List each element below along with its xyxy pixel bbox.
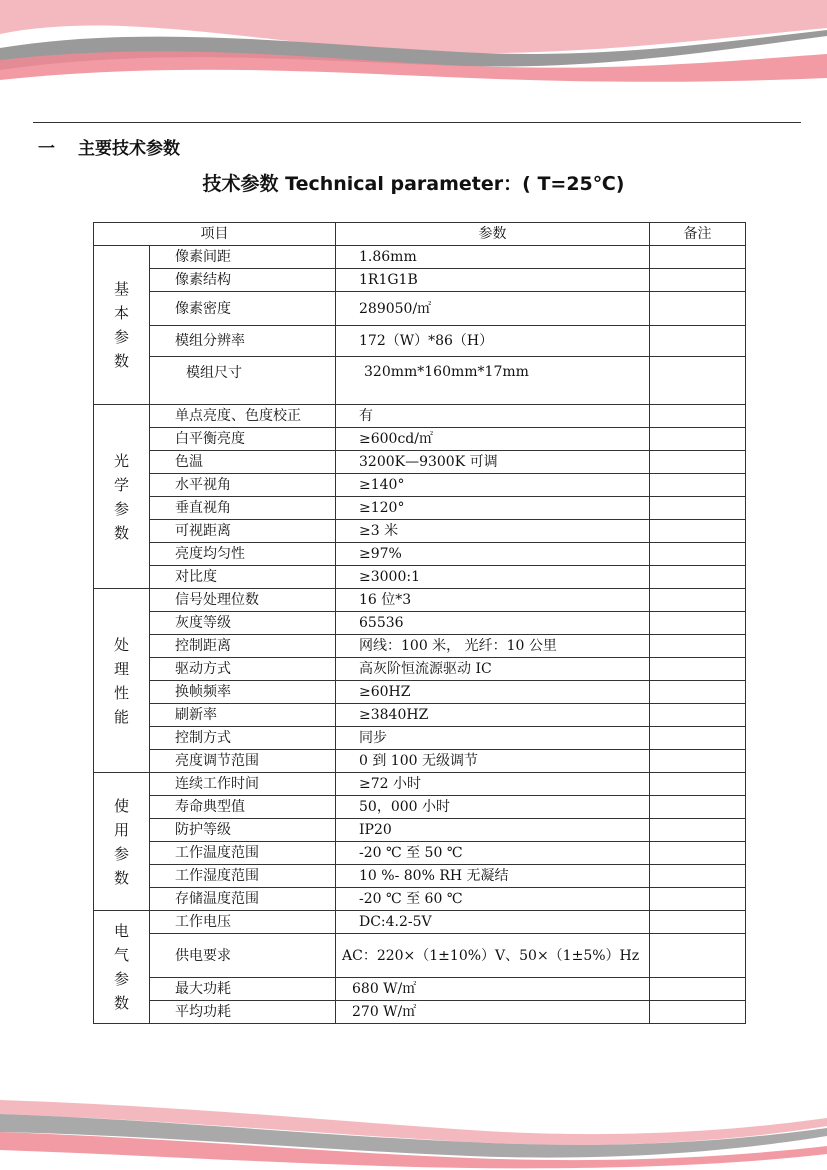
- row-note: [650, 658, 746, 681]
- row-item: 亮度均匀性: [150, 543, 336, 566]
- row-item: 灰度等级: [150, 612, 336, 635]
- group-label-basic: 基本参数: [94, 246, 150, 405]
- row-note: [650, 474, 746, 497]
- table-row: [94, 796, 746, 819]
- row-item: 像素密度: [150, 292, 336, 326]
- row-note: [650, 750, 746, 773]
- row-value: 172（W）*86（H）: [336, 326, 650, 357]
- row-note: [650, 566, 746, 589]
- header-divider: [33, 122, 801, 123]
- row-value: 289050/㎡: [336, 292, 650, 326]
- table-row: [94, 497, 746, 520]
- row-item: 模组分辨率: [150, 326, 336, 357]
- table-row: [94, 589, 746, 612]
- row-note: [650, 612, 746, 635]
- row-item: 工作温度范围: [150, 842, 336, 865]
- table-row: [94, 451, 746, 474]
- row-note: [650, 497, 746, 520]
- row-item: 亮度调节范围: [150, 750, 336, 773]
- row-value: 高灰阶恒流源驱动 IC: [336, 658, 650, 681]
- row-item: 换帧频率: [150, 681, 336, 704]
- row-note: [650, 681, 746, 704]
- row-value: -20 ℃ 至 50 ℃: [336, 842, 650, 865]
- row-value: 1R1G1B: [336, 269, 650, 292]
- table-row: [94, 566, 746, 589]
- section-heading: [38, 134, 180, 159]
- document-title: 技术参数 Technical parameter：( T=25℃): [202, 173, 625, 195]
- row-note: [650, 819, 746, 842]
- table-row: [94, 474, 746, 497]
- row-item: 寿命典型值: [150, 796, 336, 819]
- row-value: ≥3000:1: [336, 566, 650, 589]
- table-row: [94, 246, 746, 269]
- row-note: [650, 292, 746, 326]
- row-value: 同步: [336, 727, 650, 750]
- table-row: [94, 269, 746, 292]
- row-note: [650, 589, 746, 612]
- row-item: 控制方式: [150, 727, 336, 750]
- row-value: 网线：100 米， 光纤：10 公里: [336, 635, 650, 658]
- row-value: 1.86mm: [336, 246, 650, 269]
- table-row: [94, 978, 746, 1001]
- header-wave-decoration: [0, 0, 827, 95]
- row-note: [650, 543, 746, 566]
- table-row: [94, 635, 746, 658]
- row-value: IP20: [336, 819, 650, 842]
- row-value: 0 到 100 无级调节: [336, 750, 650, 773]
- row-note: [650, 773, 746, 796]
- row-note: [650, 428, 746, 451]
- row-value: 320mm*160mm*17mm: [336, 357, 650, 405]
- header-item: 项目: [94, 223, 336, 246]
- row-item: 供电要求: [150, 934, 336, 978]
- table-row: [94, 773, 746, 796]
- row-note: [650, 978, 746, 1001]
- group-label-usage: 使用参数: [94, 773, 150, 911]
- row-value: ≥600cd/㎡: [336, 428, 650, 451]
- row-note: [650, 269, 746, 292]
- row-item: 色温: [150, 451, 336, 474]
- row-value: DC:4.2-5V: [336, 911, 650, 934]
- table-row: [94, 428, 746, 451]
- table-row: [94, 520, 746, 543]
- table-row: [94, 888, 746, 911]
- table-row: [94, 612, 746, 635]
- row-value: ≥97%: [336, 543, 650, 566]
- row-value: ≥120°: [336, 497, 650, 520]
- table-row: [94, 865, 746, 888]
- row-item: 像素间距: [150, 246, 336, 269]
- section-title: 主要技术参数: [78, 139, 180, 159]
- row-item: 对比度: [150, 566, 336, 589]
- row-value: ≥3840HZ: [336, 704, 650, 727]
- group-label-electrical: 电气参数: [94, 911, 150, 1024]
- row-value: 3200K—9300K 可调: [336, 451, 650, 474]
- section-number: 一: [38, 139, 55, 159]
- table-row: [94, 326, 746, 357]
- technical-parameter-table: [93, 222, 746, 1024]
- row-note: [650, 246, 746, 269]
- row-note: [650, 796, 746, 819]
- row-item: 工作湿度范围: [150, 865, 336, 888]
- row-note: [650, 727, 746, 750]
- table-row: [94, 842, 746, 865]
- row-item: 工作电压: [150, 911, 336, 934]
- row-item: 模组尺寸: [150, 357, 336, 405]
- table-header-row: [94, 223, 746, 246]
- row-item: 防护等级: [150, 819, 336, 842]
- row-item: 控制距离: [150, 635, 336, 658]
- row-item: 最大功耗: [150, 978, 336, 1001]
- row-value: -20 ℃ 至 60 ℃: [336, 888, 650, 911]
- row-note: [650, 911, 746, 934]
- row-item: 平均功耗: [150, 1001, 336, 1024]
- row-value: 680 W/㎡: [336, 978, 650, 1001]
- table-row: [94, 658, 746, 681]
- table-row: [94, 704, 746, 727]
- row-value: 65536: [336, 612, 650, 635]
- row-item: 驱动方式: [150, 658, 336, 681]
- row-item: 像素结构: [150, 269, 336, 292]
- row-item: 白平衡亮度: [150, 428, 336, 451]
- row-note: [650, 635, 746, 658]
- row-note: [650, 888, 746, 911]
- row-value: ≥140°: [336, 474, 650, 497]
- group-label-optical: 光学参数: [94, 405, 150, 589]
- table-row: [94, 911, 746, 934]
- table-row: [94, 681, 746, 704]
- row-value: 50，000 小时: [336, 796, 650, 819]
- row-value: ≥3 米: [336, 520, 650, 543]
- header-parameter: 参数: [336, 223, 650, 246]
- row-item: 可视距离: [150, 520, 336, 543]
- table-row: [94, 727, 746, 750]
- row-note: [650, 405, 746, 428]
- row-value: 16 位*3: [336, 589, 650, 612]
- row-note: [650, 451, 746, 474]
- table-row: [94, 405, 746, 428]
- footer-wave-decoration: [0, 1080, 827, 1170]
- table-row: [94, 934, 746, 978]
- row-note: [650, 865, 746, 888]
- row-item: 水平视角: [150, 474, 336, 497]
- row-note: [650, 704, 746, 727]
- table-row: [94, 750, 746, 773]
- table-row: [94, 357, 746, 405]
- table-row: [94, 543, 746, 566]
- row-value: 270 W/㎡: [336, 1001, 650, 1024]
- row-note: [650, 842, 746, 865]
- row-value: ≥72 小时: [336, 773, 650, 796]
- row-item: 垂直视角: [150, 497, 336, 520]
- row-value: ≥60HZ: [336, 681, 650, 704]
- row-item: 单点亮度、色度校正: [150, 405, 336, 428]
- row-item: 信号处理位数: [150, 589, 336, 612]
- row-value: AC：220×（1±10%）V、50×（1±5%）Hz: [336, 934, 650, 978]
- row-item: 存储温度范围: [150, 888, 336, 911]
- table-row: [94, 292, 746, 326]
- row-value: 10 %- 80% RH 无凝结: [336, 865, 650, 888]
- table-row: [94, 1001, 746, 1024]
- row-note: [650, 934, 746, 978]
- row-note: [650, 520, 746, 543]
- header-note: 备注: [650, 223, 746, 246]
- group-label-processing: 处理性能: [94, 589, 150, 773]
- row-item: 连续工作时间: [150, 773, 336, 796]
- row-value: 有: [336, 405, 650, 428]
- table-row: [94, 819, 746, 842]
- row-note: [650, 357, 746, 405]
- row-note: [650, 326, 746, 357]
- row-note: [650, 1001, 746, 1024]
- row-item: 刷新率: [150, 704, 336, 727]
